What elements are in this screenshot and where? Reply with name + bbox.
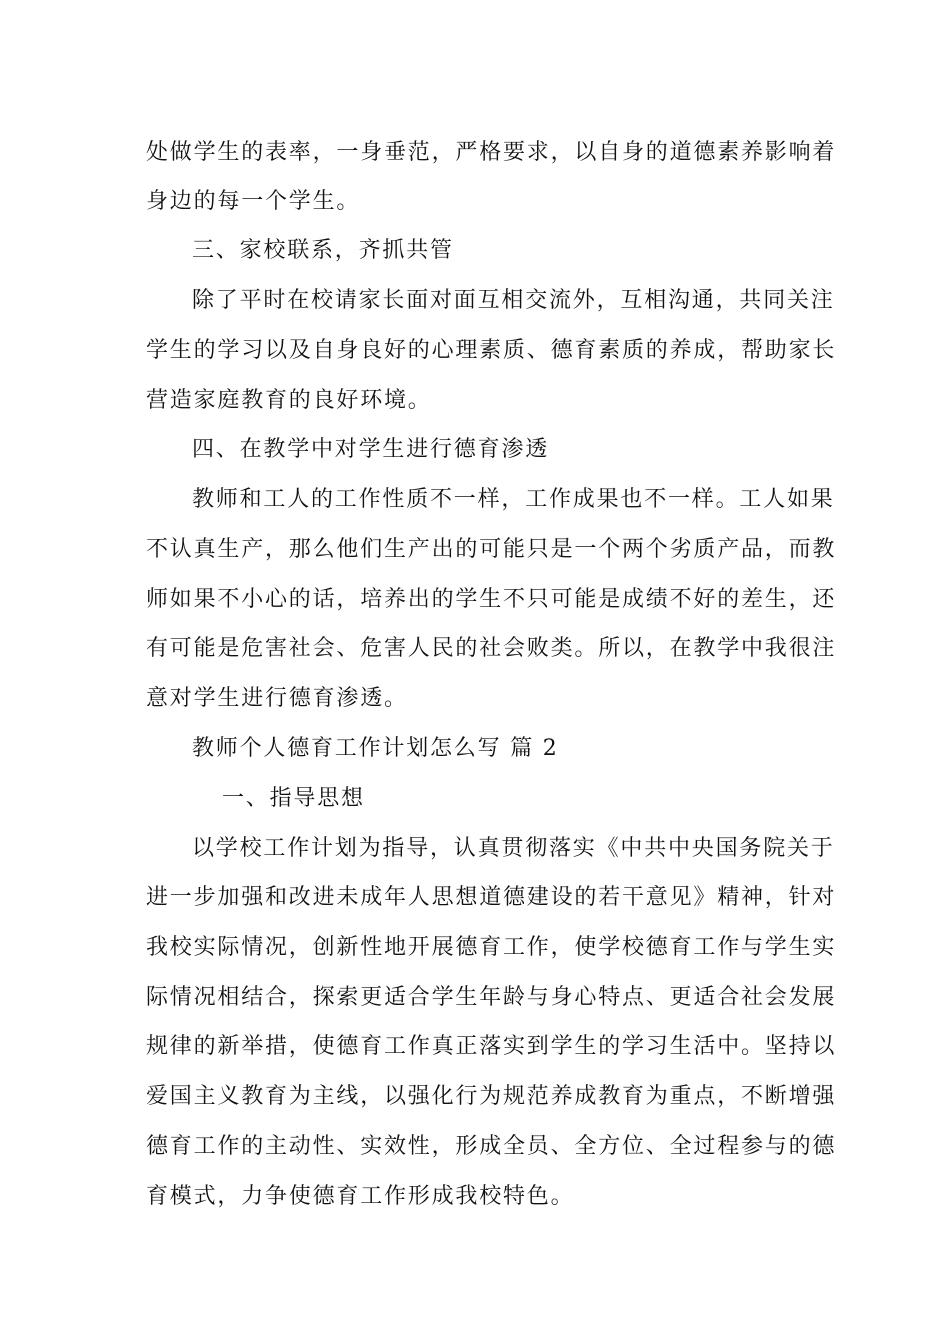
text-line: 爱国主义教育为主线，以强化行为规范养成教育为重点，不断增强 — [146, 1084, 837, 1109]
text-line: 学生的学习以及自身良好的心理素质、德育素质的养成，帮助家长 — [146, 338, 837, 363]
article-title: 教师个人德育工作计划怎么写 篇 2 — [192, 736, 559, 761]
text-line: 身边的每一个学生。 — [146, 189, 361, 214]
text-line: 际情况相结合，探索更适合学生年龄与身心特点、更适合社会发展 — [146, 985, 837, 1010]
text-line: 规律的新举措，使德育工作真正落实到学生的学习生活中。坚持以 — [146, 1034, 837, 1059]
text-line: 德育工作的主动性、实效性，形成全员、全方位、全过程参与的德 — [146, 1134, 837, 1159]
text-line: 处做学生的表率，一身垂范，严格要求，以自身的道德素养影响着 — [146, 140, 837, 165]
text-line: 师如果不小心的话，培养出的学生不只可能是成绩不好的差生，还 — [146, 587, 837, 612]
text-line: 营造家庭教育的良好环境。 — [146, 388, 432, 413]
text-line: 教师和工人的工作性质不一样，工作成果也不一样。工人如果 — [192, 487, 835, 512]
section-heading: 一、指导思想 — [222, 786, 365, 811]
text-line: 除了平时在校请家长面对面互相交流外，互相沟通，共同关注 — [192, 288, 835, 313]
text-line: 不认真生产，那么他们生产出的可能只是一个两个劣质产品，而教 — [146, 537, 837, 562]
section-heading: 四、在教学中对学生进行德育渗透 — [192, 437, 550, 462]
text-line: 进一步加强和改进未成年人思想道德建设的若干意见》精神，针对 — [146, 885, 837, 910]
section-heading: 三、家校联系，齐抓共管 — [192, 238, 454, 263]
text-line: 有可能是危害社会、危害人民的社会败类。所以，在教学中我很注 — [146, 636, 837, 661]
text-line: 意对学生进行德育渗透。 — [146, 686, 408, 711]
text-line: 我校实际情况，创新性地开展德育工作，使学校德育工作与学生实 — [146, 935, 837, 960]
text-line: 以学校工作计划为指导，认真贯彻落实《中共中央国务院关于 — [192, 836, 835, 861]
text-line: 育模式，力争使德育工作形成我校特色。 — [146, 1184, 575, 1209]
